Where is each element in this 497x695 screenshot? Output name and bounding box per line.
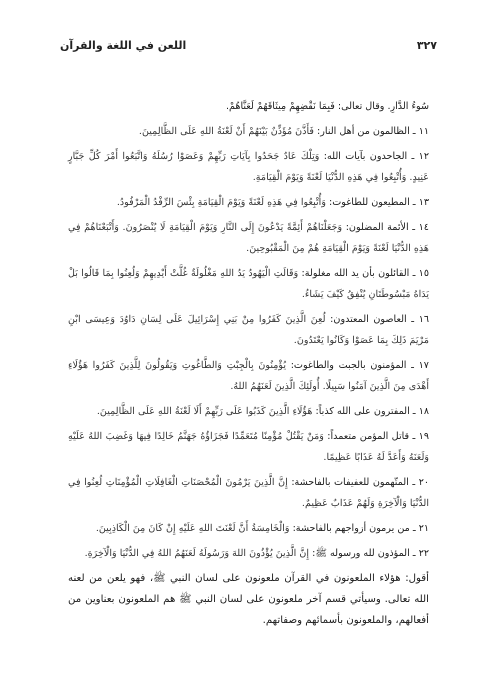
entry-number: ١٩ [418,431,429,442]
page-body [68,96,429,641]
list-item [68,309,429,351]
entry-number: ١١ [418,126,429,137]
entry-label: ـ المفترون على الله كذباً: [315,406,416,417]
list-item [68,472,429,514]
page-number: ٣٢٧ [416,38,437,52]
entry-quote: وَالْخَامِسَةُ أَنَّ لَعْنَتَ اللهِ عَلَيْهِ إِنْ كَانَ مِنَ الْكَاذِبِينَ. [95,523,290,534]
intro-paragraph: سُوءُ الدَّارِ. وقال تعالى: فَبِمَا نَقْضِهِمْ مِيثَاقَهُمْ لَعَنَّاهُمْ. [225,101,429,112]
list-item [68,401,429,422]
entry-label: ـ الظالمون من أهل النار: [317,126,416,137]
list-item [68,146,429,188]
entry-quote: وَقَالَتِ الْيَهُودُ يَدُ اللهِ مَغْلُولَةٌ غُلَّتْ أَيْدِيهِمْ وَلُعِنُوا بِمَا قَالُوا بَلْ يَدَاهُ مَبْسُوطَتَانِ يُنْفِقُ كَيْفَ يَشَاءُ. [68,268,429,300]
entry-number: ٢٢ [418,548,429,559]
list-item [68,518,429,539]
entry-number: ١٨ [418,406,429,417]
entry-label: ـ القائلون بأن يد الله مغلولة: [301,268,416,279]
list-item [68,192,429,213]
entry-quote: وَأُتْبِعُوا فِي هَذِهِ لَعْنَةً وَيَوْمَ الْقِيَامَةِ بِئْسَ الرِّفْدُ الْمَرْفُودُ. [116,197,326,208]
entry-number: ١٦ [418,314,429,325]
list-item [68,121,429,142]
entry-label: ـ المطيعون للطاغوت: [329,197,416,208]
entry-number: ١٢ [418,151,429,162]
entry-number: ١٧ [418,360,429,371]
entry-quote: إِنَّ الَّذِينَ يُؤْذُونَ اللهَ وَرَسُولَهُ لَعَنَهُمُ اللهُ فِي الدُّنْيَا وَالْآخِرَةِ. [84,548,310,559]
list-item [68,543,429,564]
list-item [68,355,429,397]
list-item [68,217,429,259]
list-item [68,426,429,468]
closing-paragraph: أقول: هؤلاء الملعونون في القرآن ملعونون على لسان النبي ﷺ، فهو يلعن من لعنه الله تعالى. وسيأتي قسم آخر ملعونون على لسان النبي ﷺ هم الملعونون بعناوين من أفعالهم، والملعونون بأسمائهم وصفاتهم. [68,573,429,626]
entry-number: ١٥ [418,268,429,279]
entry-label: ـ المؤمنون بالجبت والطاغوت: [290,360,414,371]
list-item [68,263,429,305]
entry-quote: وَجَعَلْنَاهُمْ أَئِمَّةً يَدْعُونَ إِلَى النَّارِ وَيَوْمَ الْقِيَامَةِ لَا يُنْصَرُونَ. وَأَتْبَعْنَاهُمْ فِي هَذِهِ الدُّنْيَا لَعْنَةً وَيَوْمَ الْقِيَامَةِ هُمْ مِنَ الْمَقْبُوحِينَ. [68,222,429,254]
entry-quote: يُؤْمِنُونَ بِالْجِبْتِ وَالطَّاغُوتِ وَيَقُولُونَ لِلَّذِينَ كَفَرُوا هَؤُلَاءِ أَهْدَى مِنَ الَّذِينَ آمَنُوا سَبِيلًا. أُولَئِكَ الَّذِينَ لَعَنَهُمُ اللهُ. [68,360,429,392]
entry-label: ـ المؤذون لله ورسوله ﷺ: [312,548,416,559]
entry-number: ٢١ [418,523,429,534]
entry-number: ١٤ [418,222,429,233]
entries-list [68,121,429,564]
entry-quote: فَأَذَّنَ مُؤَذِّنٌ بَيْنَهُمْ أَنْ لَعْنَةُ اللهِ عَلَى الظَّالِمِينَ. [138,126,314,137]
entry-label: ـ الجاحدون بآيات الله: [323,151,415,162]
entry-number: ١٣ [418,197,429,208]
entry-label: ـ العاصون المعتدون: [330,314,415,325]
entry-quote: وَتِلْكَ عَادٌ جَحَدُوا بِآيَاتِ رَبِّهِمْ وَعَصَوْا رُسُلَهُ وَاتَّبَعُوا أَمْرَ كُلِّ جَبَّارٍ عَنِيدٍ. وَأُتْبِعُوا فِي هَذِهِ الدُّنْيَا لَعْنَةً وَيَوْمَ الْقِيَامَةِ. [68,151,429,183]
entry-quote: هَؤُلَاءِ الَّذِينَ كَذَبُوا عَلَى رَبِّهِمْ أَلَا لَعْنَةُ اللهِ عَلَى الظَّالِمِينَ. [96,406,313,417]
entry-quote: لُعِنَ الَّذِينَ كَفَرُوا مِنْ بَنِي إِسْرَائِيلَ عَلَى لِسَانِ دَاوُدَ وَعِيسَى ابْنِ مَرْيَمَ ذَلِكَ بِمَا عَصَوْا وَكَانُوا يَعْتَدُونَ. [68,314,429,346]
entry-quote: وَمَنْ يَقْتُلْ مُؤْمِنًا مُتَعَمِّدًا فَجَزَاؤُهُ جَهَنَّمُ خَالِدًا فِيهَا وَغَضِبَ اللهُ عَلَيْهِ وَلَعَنَهُ وَأَعَدَّ لَهُ عَذَابًا عَظِيمًا. [68,431,429,463]
running-header [60,36,437,54]
entry-label: ـ الأئمة المضلون: [345,222,416,233]
entry-label: ـ قاتل المؤمن متعمداً: [327,431,416,442]
entry-number: ٢٠ [418,477,429,488]
entry-label: ـ من يرمون أزواجهم بالفاحشة: [292,523,416,534]
entry-quote: إِنَّ الَّذِينَ يَرْمُونَ الْمُحْصَنَاتِ الْغَافِلَاتِ الْمُؤْمِنَاتِ لُعِنُوا فِي الدُّنْيَا وَالْآخِرَةِ وَلَهُمْ عَذَابٌ عَظِيمٌ. [68,477,429,509]
running-title: اللعن في اللغة والقرآن [60,38,187,52]
entry-label: ـ المتّهمون للعفيفات بالفاحشة: [291,477,416,488]
